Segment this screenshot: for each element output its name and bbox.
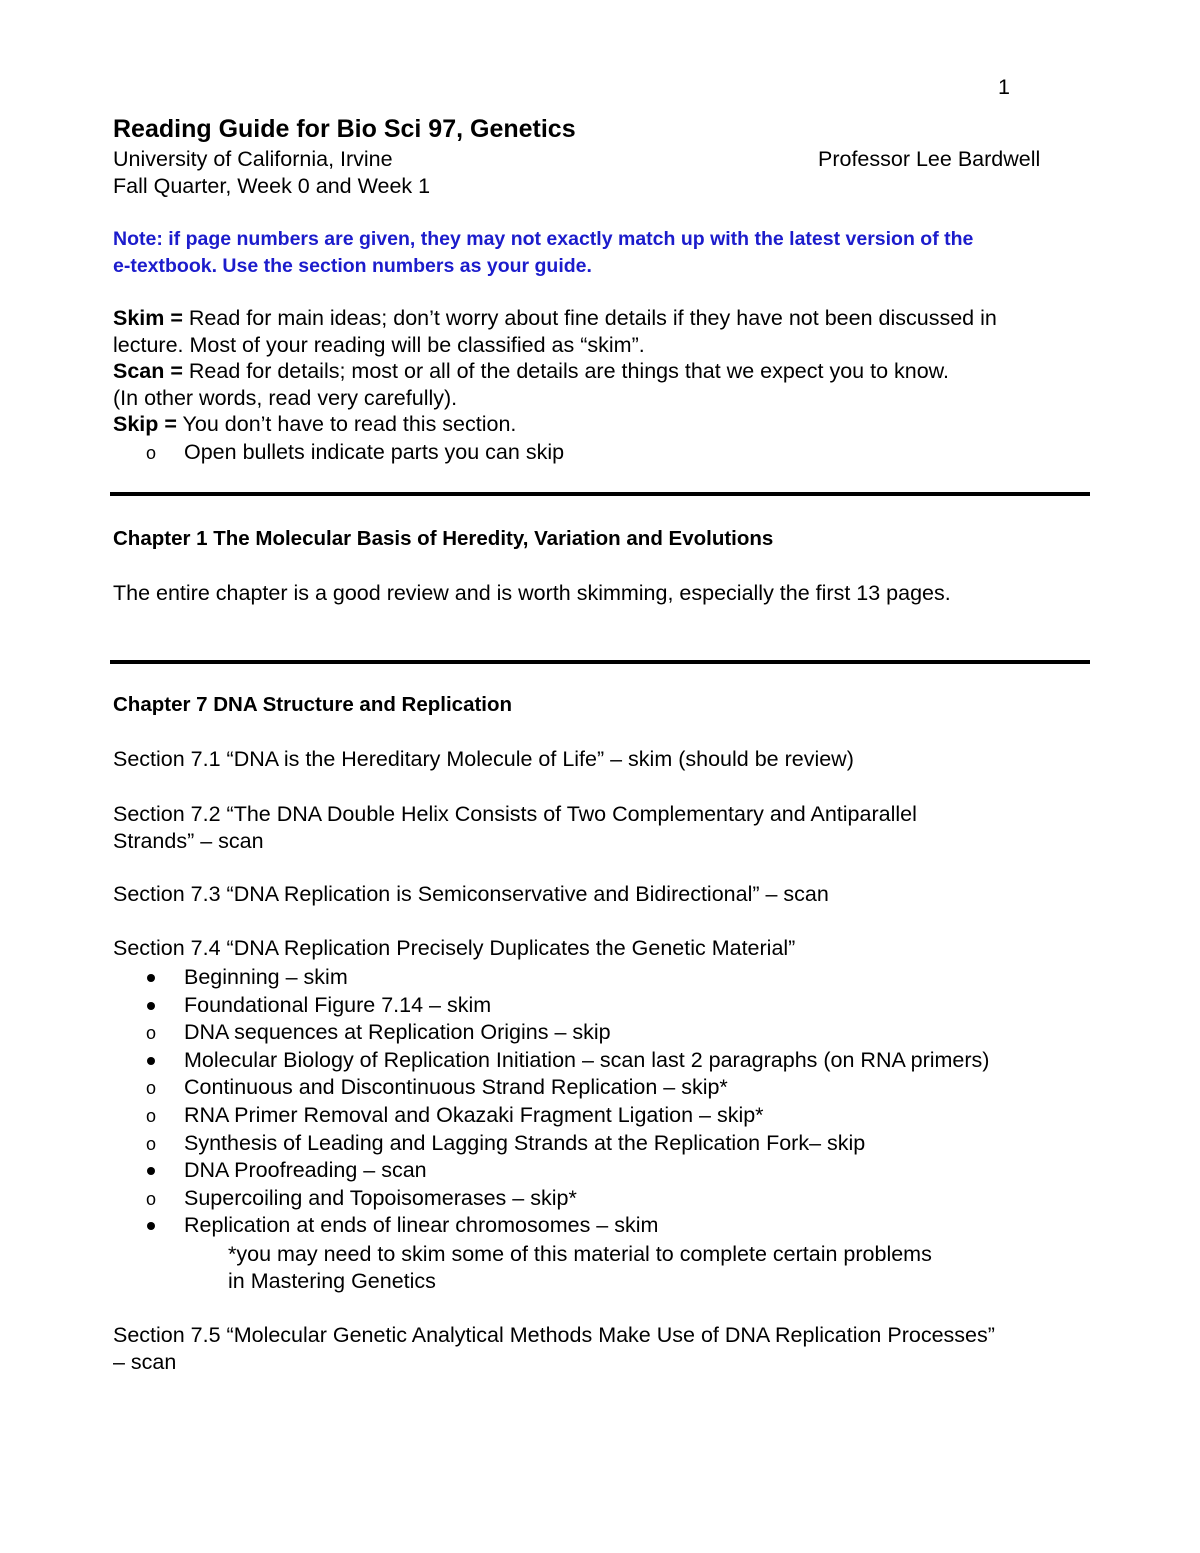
skip-term: Skip = [113,412,177,436]
chapter-1-text: The entire chapter is a good review and is worth skimming, especially the first 13 pages. [113,581,951,605]
list-item: Replication at ends of linear chromosomes – skim [184,1213,659,1237]
open-bullet-icon: o [145,1189,156,1209]
skim-term: Skim = [113,306,183,330]
scan-text: Read for details; most or all of the details are things that we expect you to know. [182,359,949,383]
open-bullet-icon: o [145,443,156,463]
section-7-4: Section 7.4 “DNA Replication Precisely Duplicates the Genetic Material” [113,936,796,960]
section-7-1: Section 7.1 “DNA is the Hereditary Molecule of Life” – skim (should be review) [113,747,854,771]
footnote-line-1: *you may need to skim some of this material to complete certain problems [228,1242,932,1266]
list-item: Molecular Biology of Replication Initiation – scan last 2 paragraphs (on RNA primers) [184,1048,990,1072]
chapter-1-heading: Chapter 1 The Molecular Basis of Heredity, Variation and Evolutions [113,527,774,550]
list-item: DNA Proofreading – scan [184,1158,427,1182]
open-bullet-icon: o [145,1078,156,1098]
open-bullet-explanation: Open bullets indicate parts you can skip [184,440,565,464]
professor-name: Professor Lee Bardwell [818,147,1041,171]
skip-definition [113,411,516,437]
note-line-1: Note: if page numbers are given, they may not exactly match up with the latest version of the [113,228,974,250]
section-divider [110,660,1090,664]
list-item: Synthesis of Leading and Lagging Strands at the Replication Fork– skip [184,1131,866,1155]
section-7-2: Section 7.2 “The DNA Double Helix Consists of Two Complementary and Antiparallel [113,802,917,826]
scan-definition [113,358,949,384]
filled-bullet-icon [140,964,162,990]
footnote-line-2: in Mastering Genetics [228,1269,436,1293]
filled-bullet-icon [140,1047,162,1073]
section-divider [110,492,1090,496]
skip-text: You don’t have to read this section. [176,412,517,436]
section-7-5-cont: – scan [113,1350,177,1374]
list-item: RNA Primer Removal and Okazaki Fragment Ligation – skip* [184,1103,764,1127]
skim-text: Read for main ideas; don’t worry about fine details if they have not been discussed in [182,306,997,330]
section-7-3: Section 7.3 “DNA Replication is Semiconservative and Bidirectional” – scan [113,882,829,906]
section-7-5: Section 7.5 “Molecular Genetic Analytical Methods Make Use of DNA Replication Processes” [113,1323,995,1347]
filled-bullet-icon [140,1157,162,1183]
open-bullet-icon: o [145,1134,156,1154]
filled-bullet-icon [140,992,162,1018]
list-item: Beginning – skim [184,965,348,989]
list-item: Continuous and Discontinuous Strand Replication – skip* [184,1075,728,1099]
scan-definition-cont: (In other words, read very carefully). [113,386,458,410]
list-item: Supercoiling and Topoisomerases – skip* [184,1186,577,1210]
skim-definition [113,305,997,331]
list-item: DNA sequences at Replication Origins – skip [184,1020,611,1044]
chapter-7-heading: Chapter 7 DNA Structure and Replication [113,693,513,716]
document-title: Reading Guide for Bio Sci 97, Genetics [113,115,576,143]
filled-bullet-icon [140,1212,162,1238]
open-bullet-icon: o [145,1023,156,1043]
scan-term: Scan = [113,359,183,383]
page-number: 1 [998,75,1010,99]
note-line-2: e-textbook. Use the section numbers as your guide. [113,255,592,277]
university-name: University of California, Irvine [113,147,393,171]
skim-definition-cont: lecture. Most of your reading will be classified as “skim”. [113,333,645,357]
term-info: Fall Quarter, Week 0 and Week 1 [113,174,431,198]
open-bullet-icon: o [145,1106,156,1126]
section-7-2-cont: Strands” – scan [113,829,264,853]
list-item: Foundational Figure 7.14 – skim [184,993,492,1017]
